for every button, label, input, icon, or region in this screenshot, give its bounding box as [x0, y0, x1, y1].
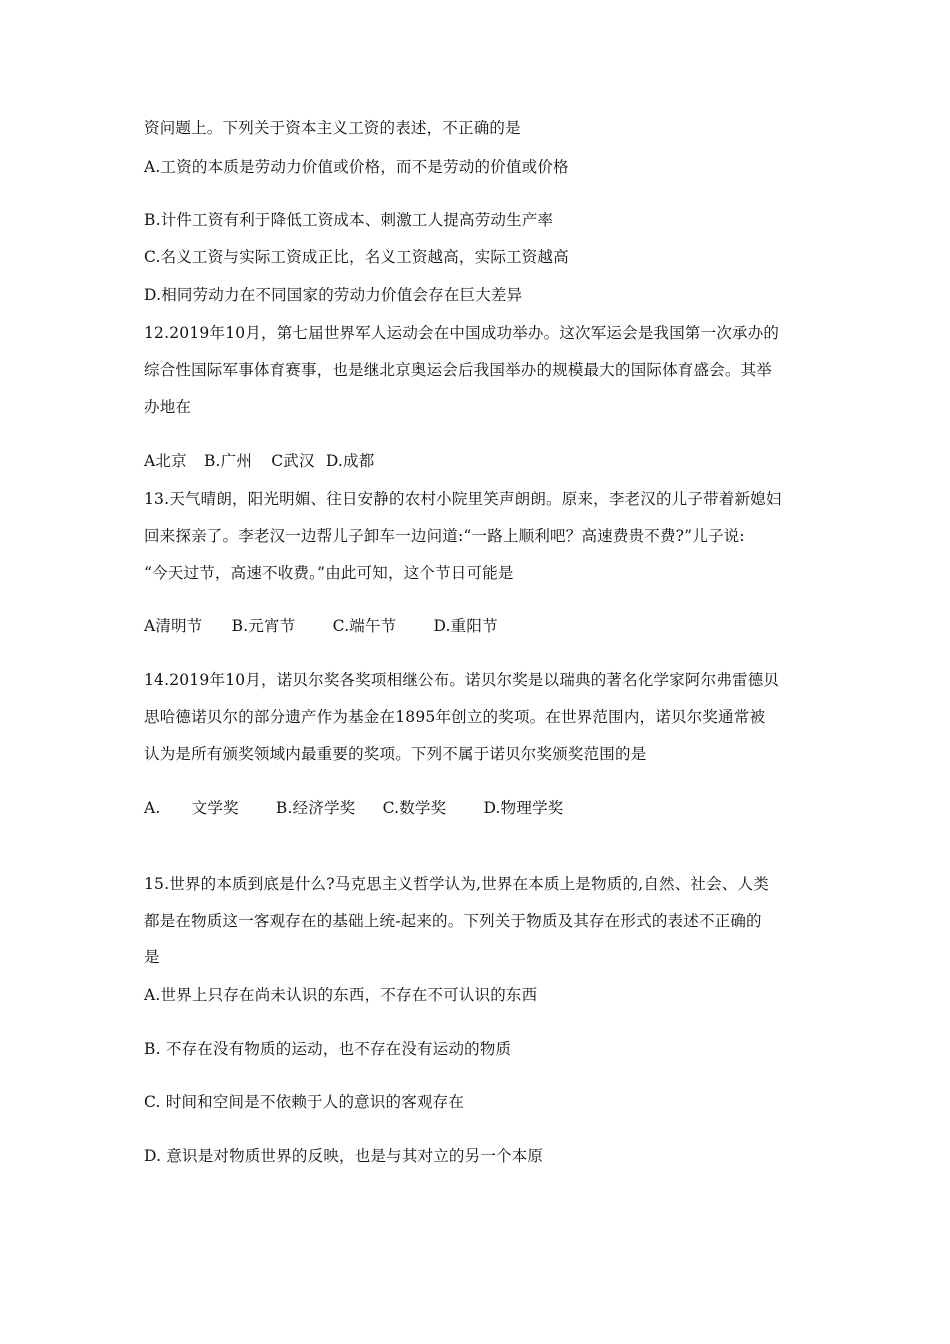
q14-option-a-letter: A.	[144, 799, 161, 817]
q14-option-d: D.物理学奖	[483, 799, 564, 817]
q14-options	[144, 797, 563, 819]
q11-option-b: B.计件工资有利于降低工资成本、刺激工人提高劳动生产率	[144, 211, 554, 229]
q12-option-a: A北京	[144, 452, 187, 470]
q15-option-b: B. 不存在没有物质的运动，也不存在没有运动的物质	[144, 1040, 512, 1058]
q14-option-c: C.数学奖	[382, 799, 447, 817]
q14-line-2: 思哈德诺贝尔的部分遗产作为基金在1895年创立的奖项。在世界范围内，诺贝尔奖通常被	[144, 708, 766, 726]
q13-option-a: A清明节	[144, 617, 203, 635]
q15-line-1: 15.世界的本质到底是什么?马克思主义哲学认为,世界在本质上是物质的,自然、社会、人类	[144, 875, 769, 893]
q13-line-3: “今天过节，高速不收费。”由此可知，这个节日可能是	[144, 564, 514, 582]
q14-line-3: 认为是所有颁奖领域内最重要的奖项。下列不属于诺贝尔奖颁奖范围的是	[144, 745, 647, 763]
q13-option-b: B.元宵节	[231, 617, 296, 635]
q12-option-d: D.成都	[325, 452, 375, 470]
q12-line-1: 12.2019年10月，第七届世界军人运动会在中国成功举办。这次军运会是我国第一次承办的	[144, 324, 780, 342]
q14-line-1: 14.2019年10月，诺贝尔奖各奖项相继公布。诺贝尔奖是以瑞典的著名化学家阿尔弗雷德贝	[144, 671, 780, 689]
q14-option-a: 文学奖	[191, 799, 239, 817]
q11-option-a: A.工资的本质是劳动力价值或价格，而不是劳动的价值或价格	[144, 158, 569, 176]
q12-option-c: C武汉	[271, 452, 315, 470]
q12-line-3: 办地在	[144, 398, 192, 416]
q15-line-2: 都是在物质这一客观存在的基础上统-起来的。下列关于物质及其存在形式的表述不正确的	[144, 912, 762, 930]
q11-option-d: D.相同劳动力在不同国家的劳动力价值会存在巨大差异	[144, 286, 523, 304]
q11-stem-tail: 资问题上。下列关于资本主义工资的表述，不正确的是	[144, 119, 521, 137]
q13-line-1: 13.天气晴朗，阳光明媚、往日安静的农村小院里笑声朗朗。原来，李老汉的儿子带着新媳妇	[144, 490, 782, 508]
q15-line-3: 是	[144, 948, 160, 966]
q12-line-2: 综合性国际军事体育赛事，也是继北京奥运会后我国举办的规模最大的国际体育盛会。其举	[144, 361, 773, 379]
q12-options	[144, 450, 374, 472]
q13-options	[144, 615, 498, 637]
q13-option-d: D.重阳节	[433, 617, 498, 635]
q15-option-d: D. 意识是对物质世界的反映，也是与其对立的另一个本原	[144, 1147, 544, 1165]
q13-line-2: 回来探亲了。李老汉一边帮儿子卸车一边问道:“一路上顺利吧？高速费贵不费?”儿子说:	[144, 527, 745, 545]
q13-option-c: C.端午节	[332, 617, 397, 635]
q15-option-c: C. 时间和空间是不依赖于人的意识的客观存在	[144, 1093, 465, 1111]
q11-option-c: C.名义工资与实际工资成正比，名义工资越高，实际工资越高	[144, 248, 569, 266]
q15-option-a: A.世界上只存在尚未认识的东西，不存在不可认识的东西	[144, 986, 538, 1004]
q14-option-b: B.经济学奖	[275, 799, 356, 817]
q12-option-b: B.广州	[203, 452, 253, 470]
